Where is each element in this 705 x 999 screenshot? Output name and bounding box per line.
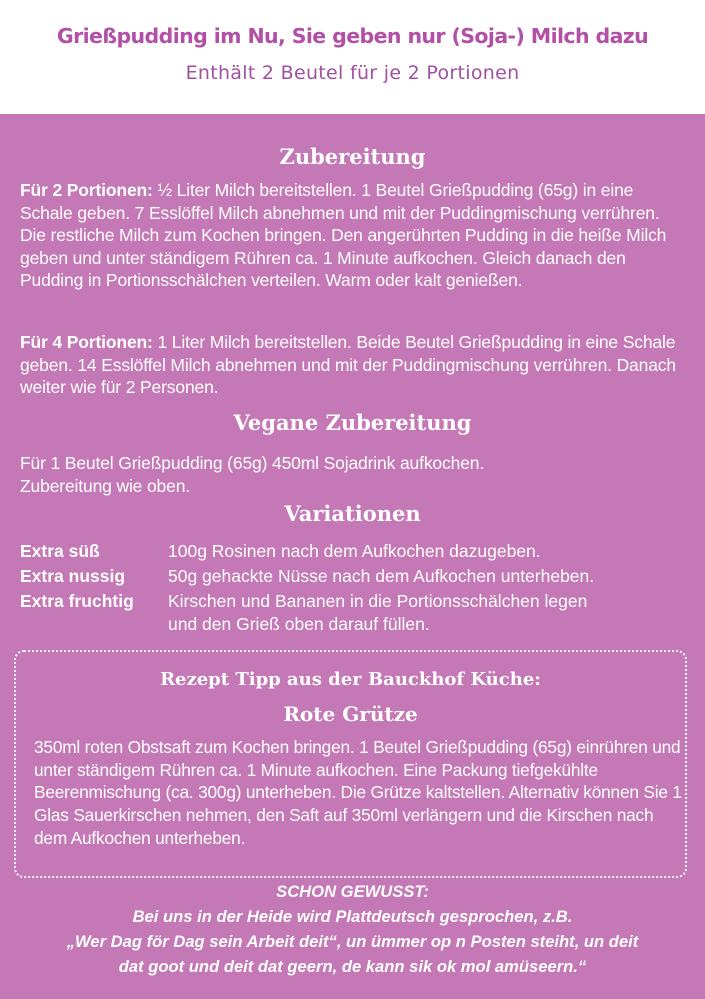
rezept-tipp-box (14, 650, 687, 878)
tipp-text: 350ml roten Obstsaft zum Kochen bringen. 1 Beutel Grießpudding (65g) einrühren und unter ständigem Rühren ca. 1 Minute aufkochen. Eine Packung tiefgekühlte Beerenmischung (ca. 300g) unterheben. Die Grütze kaltstellen. Alternativ können Sie 1 Glas Sauerkirschen nehmen, den Saft auf 350ml verlängern und die Kirschen nach dem Aufkochen unterheben. (34, 737, 682, 848)
zubereitung-4-portionen (20, 331, 690, 399)
variationen-heading: Variationen (284, 501, 421, 526)
vegan-heading: Vegane Zubereitung (233, 410, 472, 435)
portion-label-4: Für 4 Portionen: (20, 332, 153, 352)
variation-text-line2: und den Grieß oben darauf füllen. (168, 614, 430, 634)
variation-text: Kirschen und Bananen in die Portionsschälchen legen (168, 591, 588, 611)
zubereitung-heading: Zubereitung (279, 144, 426, 169)
header (0, 0, 705, 114)
footer-heading: SCHON GEWUSST: (276, 882, 429, 901)
tipp-subheading: Rote Grütze (283, 702, 418, 726)
footer-line: Bei uns in der Heide wird Plattdeutsch gesprochen, z.B. (132, 907, 573, 926)
variation-label: Extra fruchtig (20, 591, 134, 611)
product-subtitle: Enthält 2 Beutel für je 2 Portionen (185, 62, 520, 84)
footer-line: „Wer Dag för Dag sein Arbeit deit“, un ümmer op n Posten steiht, un deit (66, 932, 639, 951)
variation-text: 100g Rosinen nach dem Aufkochen dazugeben. (168, 541, 541, 561)
portion-text-2: ½ Liter Milch bereitstellen. 1 Beutel Grießpudding (65g) in eine Schale geben. 7 Esslöffel Milch abnehmen und mit der Puddingmischung verrühren. Die restliche Milch zum Kochen bringen. Den angerührten Pudding in die heiße Milch geben und unter ständigem Rühren ca. 1 Minute aufkochen. Gleich danach den Pudding in Portionsschälchen verteilen. Warm oder kalt genießen. (20, 180, 667, 290)
portion-text-4: 1 Liter Milch bereitstellen. Beide Beutel Grießpudding in eine Schale geben. 14 Esslöffel Milch abnehmen und mit der Puddingmischung verrühren. Danach weiter wie für 2 Personen. (20, 332, 676, 397)
product-title: Grießpudding im Nu, Sie geben nur (Soja-) Milch dazu (56, 24, 649, 48)
recipe-panel (0, 114, 705, 999)
variation-label: Extra nussig (20, 566, 126, 586)
footer-line: dat goot und deit dat geern, de kann sik ok mol amüseern.“ (118, 957, 587, 976)
zubereitung-2-portionen (20, 179, 690, 292)
vegan-text: Für 1 Beutel Grießpudding (65g) 450ml Sojadrink aufkochen. Zubereitung wie oben. (20, 453, 485, 496)
variation-text: 50g gehackte Nüsse nach dem Aufkochen unterheben. (168, 566, 595, 586)
variation-label: Extra süß (20, 541, 100, 561)
tipp-heading: Rezept Tipp aus der Bauckhof Küche: (160, 669, 541, 690)
portion-label-2: Für 2 Portionen: (20, 180, 153, 200)
